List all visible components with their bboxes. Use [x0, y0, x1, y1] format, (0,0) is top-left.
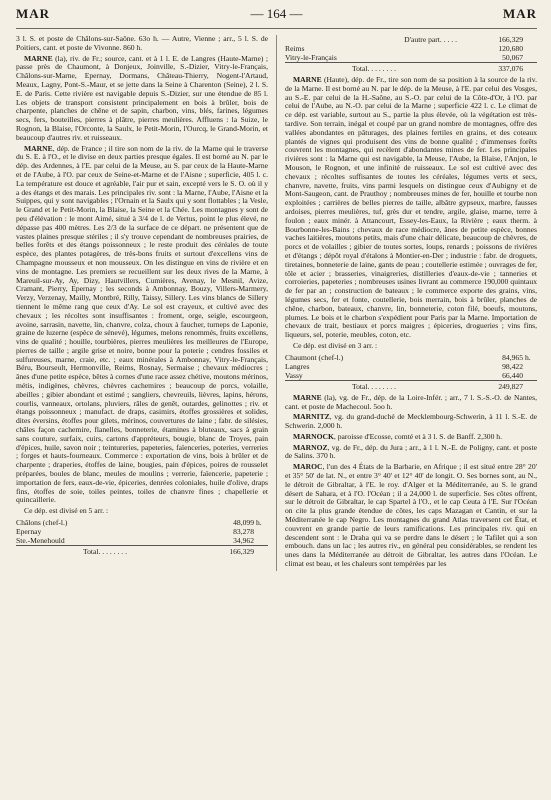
carry-value: 166,329 — [498, 35, 523, 44]
arr-name: Epernay — [16, 527, 42, 537]
arr-unit — [523, 371, 537, 381]
arr-unit: h. — [525, 352, 531, 362]
entry-marne-village — [285, 394, 537, 412]
table-row — [285, 35, 537, 44]
total-value: 249,827 — [463, 380, 523, 391]
entry-text: (la), riv. de Fr.; source, cant. et à 1 l. E. de Langres (Haute-Marne) ; passe près de Chaumont, à Donjeux, Joinville, S.-Dizier, Vitry-le-Français, Châlons-sur-Marne, Epernay, Dormans, Château-Thierry, Nogent-l'Artaud, Meaux, Lagny, Pont-S.-Maur, et se jette dans la Seine à Charenton (Seine), 2 l. S. E. de Paris. Cette rivière est navigable depuis S.-Dizier, sur une étendue de 85 l. Les objets de transport consistent principalement en bois à brûler, bois de charpente, planches de chêne et de sapin, charbon, vins, blés, farines, légumes secs, fers, bouteilles, pierres à plâtre, pierres meulières. Affluens : la Suize, le Rognon, la Blaise, l'Orconte, la Saulx, le Petit-Morin, l'Ourcq, le Grand-Morin, et beaucoup d'autres riv. et ruisseaux. — [16, 53, 268, 142]
arr-pop: 83,278 — [233, 527, 254, 537]
arr-pop: 120,680 — [498, 44, 523, 53]
entry-headword: MARNE — [293, 75, 322, 84]
table-row — [285, 371, 537, 381]
total-value: 166,329 — [194, 546, 254, 557]
table-row — [285, 362, 537, 371]
entry-text: , l'un des 4 États de la Barbarie, en Afrique ; il est situé entre 28° 20' et 35° 50' de lat. N., et entre 3° 40' et 12° 40' de longit. O. Ses bornes sont, au N., le détroit de Gibraltar, à l'E. le roy. d'Alger et la Méditerranée, au S. le grand désert de Sahara, et à l'O. l'Océan ; il a 24,000 l. de superficie. Ses côtes offrent, sur le détroit de Gibraltar, le cap Spartel à l'O., et le cap Ceuta à l'E. Sur l'Océan on cite la plus grande étendue de côtes, les caps Mazagan et Cantin, et sur la Méditerranée le cap Negro. Les montagnes du grand Atlas traversent cet État, et couvrent en grande partie de leurs ramifications. Les principales riv. qui en descendent sont : le Draha qui va se perdre dans le désert ; le Tafilet qui a son embouch. dans un lac ; les autres riv., en général peu considérables, se rendent les unes dans la Méditerranée au détroit de Gibraltar, les autres dans l'Océan. Le climat est beau, et les chaleurs sont tempérées par les — [285, 462, 537, 569]
population-table-haute-marne — [285, 353, 537, 391]
entry-headword: MARNITZ — [293, 412, 330, 422]
table-row — [285, 53, 537, 63]
entry-text: , vg. de Fr., dép. du Jura ; arr., à 1 l. N.-E. de Poligny, cant. et poste de Salins. 370 h. — [285, 442, 537, 461]
arr-unit — [254, 527, 268, 536]
arr-pop: 98,422 — [502, 361, 523, 371]
arr-pop: 50,067 — [502, 53, 523, 62]
table-total-row — [285, 380, 537, 391]
entry-haute-marne — [285, 76, 537, 340]
arrondissement-intro: Ce dép. est divisé en 5 arr. : — [24, 506, 109, 516]
page-number: — 164 — — [250, 6, 303, 21]
arr-name: Chaumont (chef-l.) — [285, 352, 344, 362]
arr-pop: 66,440 — [502, 370, 523, 380]
entry-maroc — [285, 463, 537, 569]
entry-headword: MARNOCK — [293, 431, 334, 441]
population-table-carryover — [285, 35, 537, 73]
arr-unit — [523, 362, 537, 371]
arr-name: Ste.-Menehould — [16, 536, 65, 546]
arrondissement-intro: Ce dép. est divisé en 3 arr. : — [293, 340, 378, 350]
entry-marne-river — [16, 55, 268, 143]
total-value: 337,076 — [463, 63, 523, 74]
arr-name: Reims — [285, 44, 305, 53]
arr-pop: 48,099 — [233, 518, 254, 528]
table-row — [16, 518, 268, 527]
total-label: Total. . . . . . . . — [285, 380, 463, 391]
left-column — [16, 35, 268, 571]
table-row — [285, 353, 537, 362]
entry-text: , vg. du grand-duché de Mecklembourg-Schwerin, à 11 l. S.-E. de Schwerin. 2,000 h. — [285, 412, 537, 431]
page-header — [16, 6, 537, 29]
entry-headword: MAROC — [293, 462, 323, 472]
population-table-marne — [16, 518, 268, 556]
table-total-row — [16, 546, 268, 557]
total-label: Total. . . . . . . . — [285, 63, 463, 74]
total-label: Total. . . . . . . . — [16, 546, 194, 557]
header-left-word: MAR — [16, 6, 51, 21]
table-row — [285, 44, 537, 53]
carry-label: D'autre part. . . . . — [404, 35, 457, 44]
entry-text: , paroisse d'Ecosse, comté et à 3 l. S. de Banff. 2,300 h. — [333, 431, 502, 441]
arr-name: Vitry-le-Français — [285, 53, 337, 62]
arr-pop: 84,965 — [502, 352, 523, 362]
table-total-row — [285, 63, 537, 74]
entry-headword: MARNE — [24, 143, 53, 153]
entry-continuation: 3 l. S. et poste de Châlons-sur-Saône. 63o h. — Autre, Vienne ; arr., 5 l. S. de Poitiers, cant. et poste de Vivonne. 860 h. — [16, 34, 268, 52]
two-column-body — [16, 35, 537, 571]
entry-headword: MARNE — [24, 53, 53, 63]
entry-text: (la), vg. de Fr., dép. de la Loire-Infér. ; arr., 7 l. S.-S.-O. de Nantes, cant. et poste de Machecoul. 5oo h. — [285, 392, 537, 411]
entry-marnoz — [285, 444, 537, 462]
entry-marnock — [285, 433, 537, 442]
entry-marne-dept — [16, 145, 268, 506]
table-row — [16, 536, 268, 546]
entry-text: (Haute), dép. de Fr., tire son nom de sa position à la source de la riv. de la Marne. Il est borné au N. par le dép. de la Meuse, à l'E. par celui des Vosges, au S.-E. par celui de la H.-Saône, au S.-O. par celui de la Côte-d'Or, à l'O. par celui de l'Aube, au N.-O. par celui de la Marne ; superficie 422 l. c. Le climat de ce dép. est variable, surtout au S., partie la plus élevée, où la végétation est très-tardive. Son terrain, inégal et coupé par un grand nombre de montagnes, offre des vallées abondantes en pâturages, des plaines fertiles en grains, et des coteaux plantés de vignes qui produisent des vins de bonne qualité ; d'immenses forêts couvrent les montagnes, qui recèlent d'abondantes mines de fer. Les principales rivières sont : la Marne qui est navigable, la Meuse, l'Aube, la Blaise, l'Anjon, le Mouson, le Rognon, et une infinité de ruisseaux. Le sol est cultivé avec des chevaux ; récoltes suffisantes de toutes les céréales, légumes verts et secs, chanvre, navette, fruits, vins parmi lesquels on distingue ceux d'Aubigny et de Mont-Saugeon, cant. de Prauthoy ; nombreuses mines de fer, houille et tourbe non exploitées ; carrières de belles pierres de taille, albâtre gypseux, marbre, fausses ardoises, pierres meulières, tuf, grès dur et tendre, argile, glaise, marne, terre à foulon ; eaux minér. à Attancourt, Essey-les-Eaux, la Rivière ; eaux therm. à Bourbonne-les-Bains ; chevaux de race médiocre, ânes de petite espèce, bonnes vaches laitières, moutons petits, mais d'une chair délicate, beaucoup de chèvres, de porcs et de volailles ; gibier de toutes sortes, loups, renards ; poissons de rivières et d'étangs ; dépôt royal d'étalons à Montier-en-Der ; industrie : fabr. de droguets, tiretaines, bonneterie de laine, gants de peau ; coutellerie estimée ; ouvrages de fer, tôle et acier ; brasseries, vinaigreries, distilleries d'eaux-de-vie ; tanneries et corroieries, papeteries ; nombreuses usines livrant au commerce 190,000 quintaux de fer par an ; construction de bateaux ; le commerce exporte des grains, vins, légumes secs, fer et fonte, coutellerie, bois merrain, bois à brûler, planches de chêne, charbon, bateaux, chanvre, lin, bonneterie, coton filé, boeufs, moutons, plumes. Le bois et le charbon s'expédient pour Paris par la Marne. Importation de chevaux de trait, bestiaux et porcs maigres ; épiceries, drogueries ; vins fins, liqueurs, sel, poterie, meubles, coton, etc. — [285, 75, 537, 340]
entry-headword: MARNE — [293, 392, 322, 402]
header-right-word: MAR — [502, 6, 537, 21]
arr-name: Vassy — [285, 370, 303, 380]
entry-headword: MARNOZ — [293, 442, 328, 452]
arr-pop: 34,962 — [233, 536, 254, 546]
arr-name: Châlons (chef-l.) — [16, 518, 68, 528]
column-divider — [276, 35, 277, 571]
arr-unit: h. — [256, 518, 262, 528]
entry-marnitz — [285, 413, 537, 431]
table-row — [16, 527, 268, 536]
arr-name: Langres — [285, 361, 310, 371]
entry-text: , dép. de France ; il tire son nom de la riv. de la Marne qui le traverse du S. E. à l'O., et le divise en deux parties presque égales. Il est borné au N. par le dép. des Ardennes, à l'E. par celui de la Meuse, au S. par ceux de la Haute-Marne et de l'Aube, à l'O. par ceux de Seine-et-Marne et de l'Aisne ; superficie, 405 l. c. La température est douce et agréable, l'air pur et sain, excepté vers le S. O. où il y a des étangs et des marais. Les principales riv. sont : la Marne, l'Aube, l'Aisne et la Suippes, qui y sont navigables ; l'Ornain et la Saulx qui y sont flottables ; la Vesle, le Grand et le Petit-Morin, la Blaise, la Seine et la Chée. Les montagnes y sont de peu d'élévation : le mont Aimé, situé à 3/4 de l. de Vertus, point le plus élevé, ne dépasse pas 400 mètres. Les 2/3 de la surface de ce départ. ne présentent que de vastes plaines presque stériles ; il s'y trouve cependant de nombreuses prairies, de belles forêts et des étangs poissonneux ; le reste produit des céréales de toute espèce, des plantes potagères, de très-bons fruits et surtout d'excellens vins de Champagne mousseux et non mousseux. On les distingue en vins de rivière et en vins de montagne. Les premiers se recueillent sur les deux rives de la Marne, à Mareuil-sur-Ay, Ay, Dizy, Hautvillers, Cumières, Avenay, le Mesnil, Avize, Cramant, Pierry, Epernay ; les seconds à Ambonnay, Bouzy, Villers-Marmery, Verzy, Verzenay, Mailly, Montbré, Rilly, Taissy, Sillery. Les vins blancs de Sillery tiennent le même rang que ceux d'Ay. Le sol est crayeux, et cultivé avec des chevaux ; les récoltes sont insuffisantes : froment, orge, seigle, escourgeon, avoine, sarrasin, navette, lin, chanvre, colza, choux à faucher, turneps de Laponie, graine de luzerne (espèce de sénevé), légumes, melons renommés, fruits excellens, vins de qualité ; houille, tourbières, pierres meulières les meilleures de l'Europe, pierres de taille ; argile grise et noire, bonne pour la poterie ; cendres fossiles et sulfureuses, marne, craie, etc. ; eaux minérales à Ambonnay, Vitry-le-Français, Béru, Bourseult, Hermonville, Reims, Rosnay, Sermaise ; chevaux médiocres ; ânes d'une petite espèce, bêtes à cornes d'une race assez chétive, moutons mérinos, métis, indigènes, chèvres, chèvres cachemires ; beaucoup de porcs, volaille, abeilles ; gibier abondant et estimé ; sangliers, chevreuils, lièvres, lapins, hérons, courlis, vanneaux, ortolans, pluviers, râles de genêt, outardes, gelinottes ; riv. et étangs poissonneux ; manufact. de draps, casimirs, étoffes grossières et solides, dites éversins, étoffes pour gilets, mérinos, couvertures de laine ; fabr. de silésies, châles façon cachemire, flanelles, bonneterie, étamines à bluteaux, sacs à grain sans couture, surfaix, cuirs, cartons d'appréteurs, bougie, blanc de Troyes, pain d'épices, huile, savon noir ; teintureries, papeteries, faïenceries, poteries, verreries ; forges et hauts-fourneaux. Commerce : exportation de vins, bois à brûler et de charpente ; draperies, étoffes de laine, bougies, pain d'épices, poires de rousselet préparées, boules de blanc, meules de moulins ; verrerie, faïencerie, papeterie ; importation de fers, eaux-de-vie, épiceries, denrées coloniales, huile d'olive, draps fins, étoffes de soie, toiles peintes, toiles de chanvre fines ; chapellerie et quincaillerie. — [16, 143, 268, 505]
arr-unit — [254, 536, 268, 546]
right-column — [285, 35, 537, 571]
